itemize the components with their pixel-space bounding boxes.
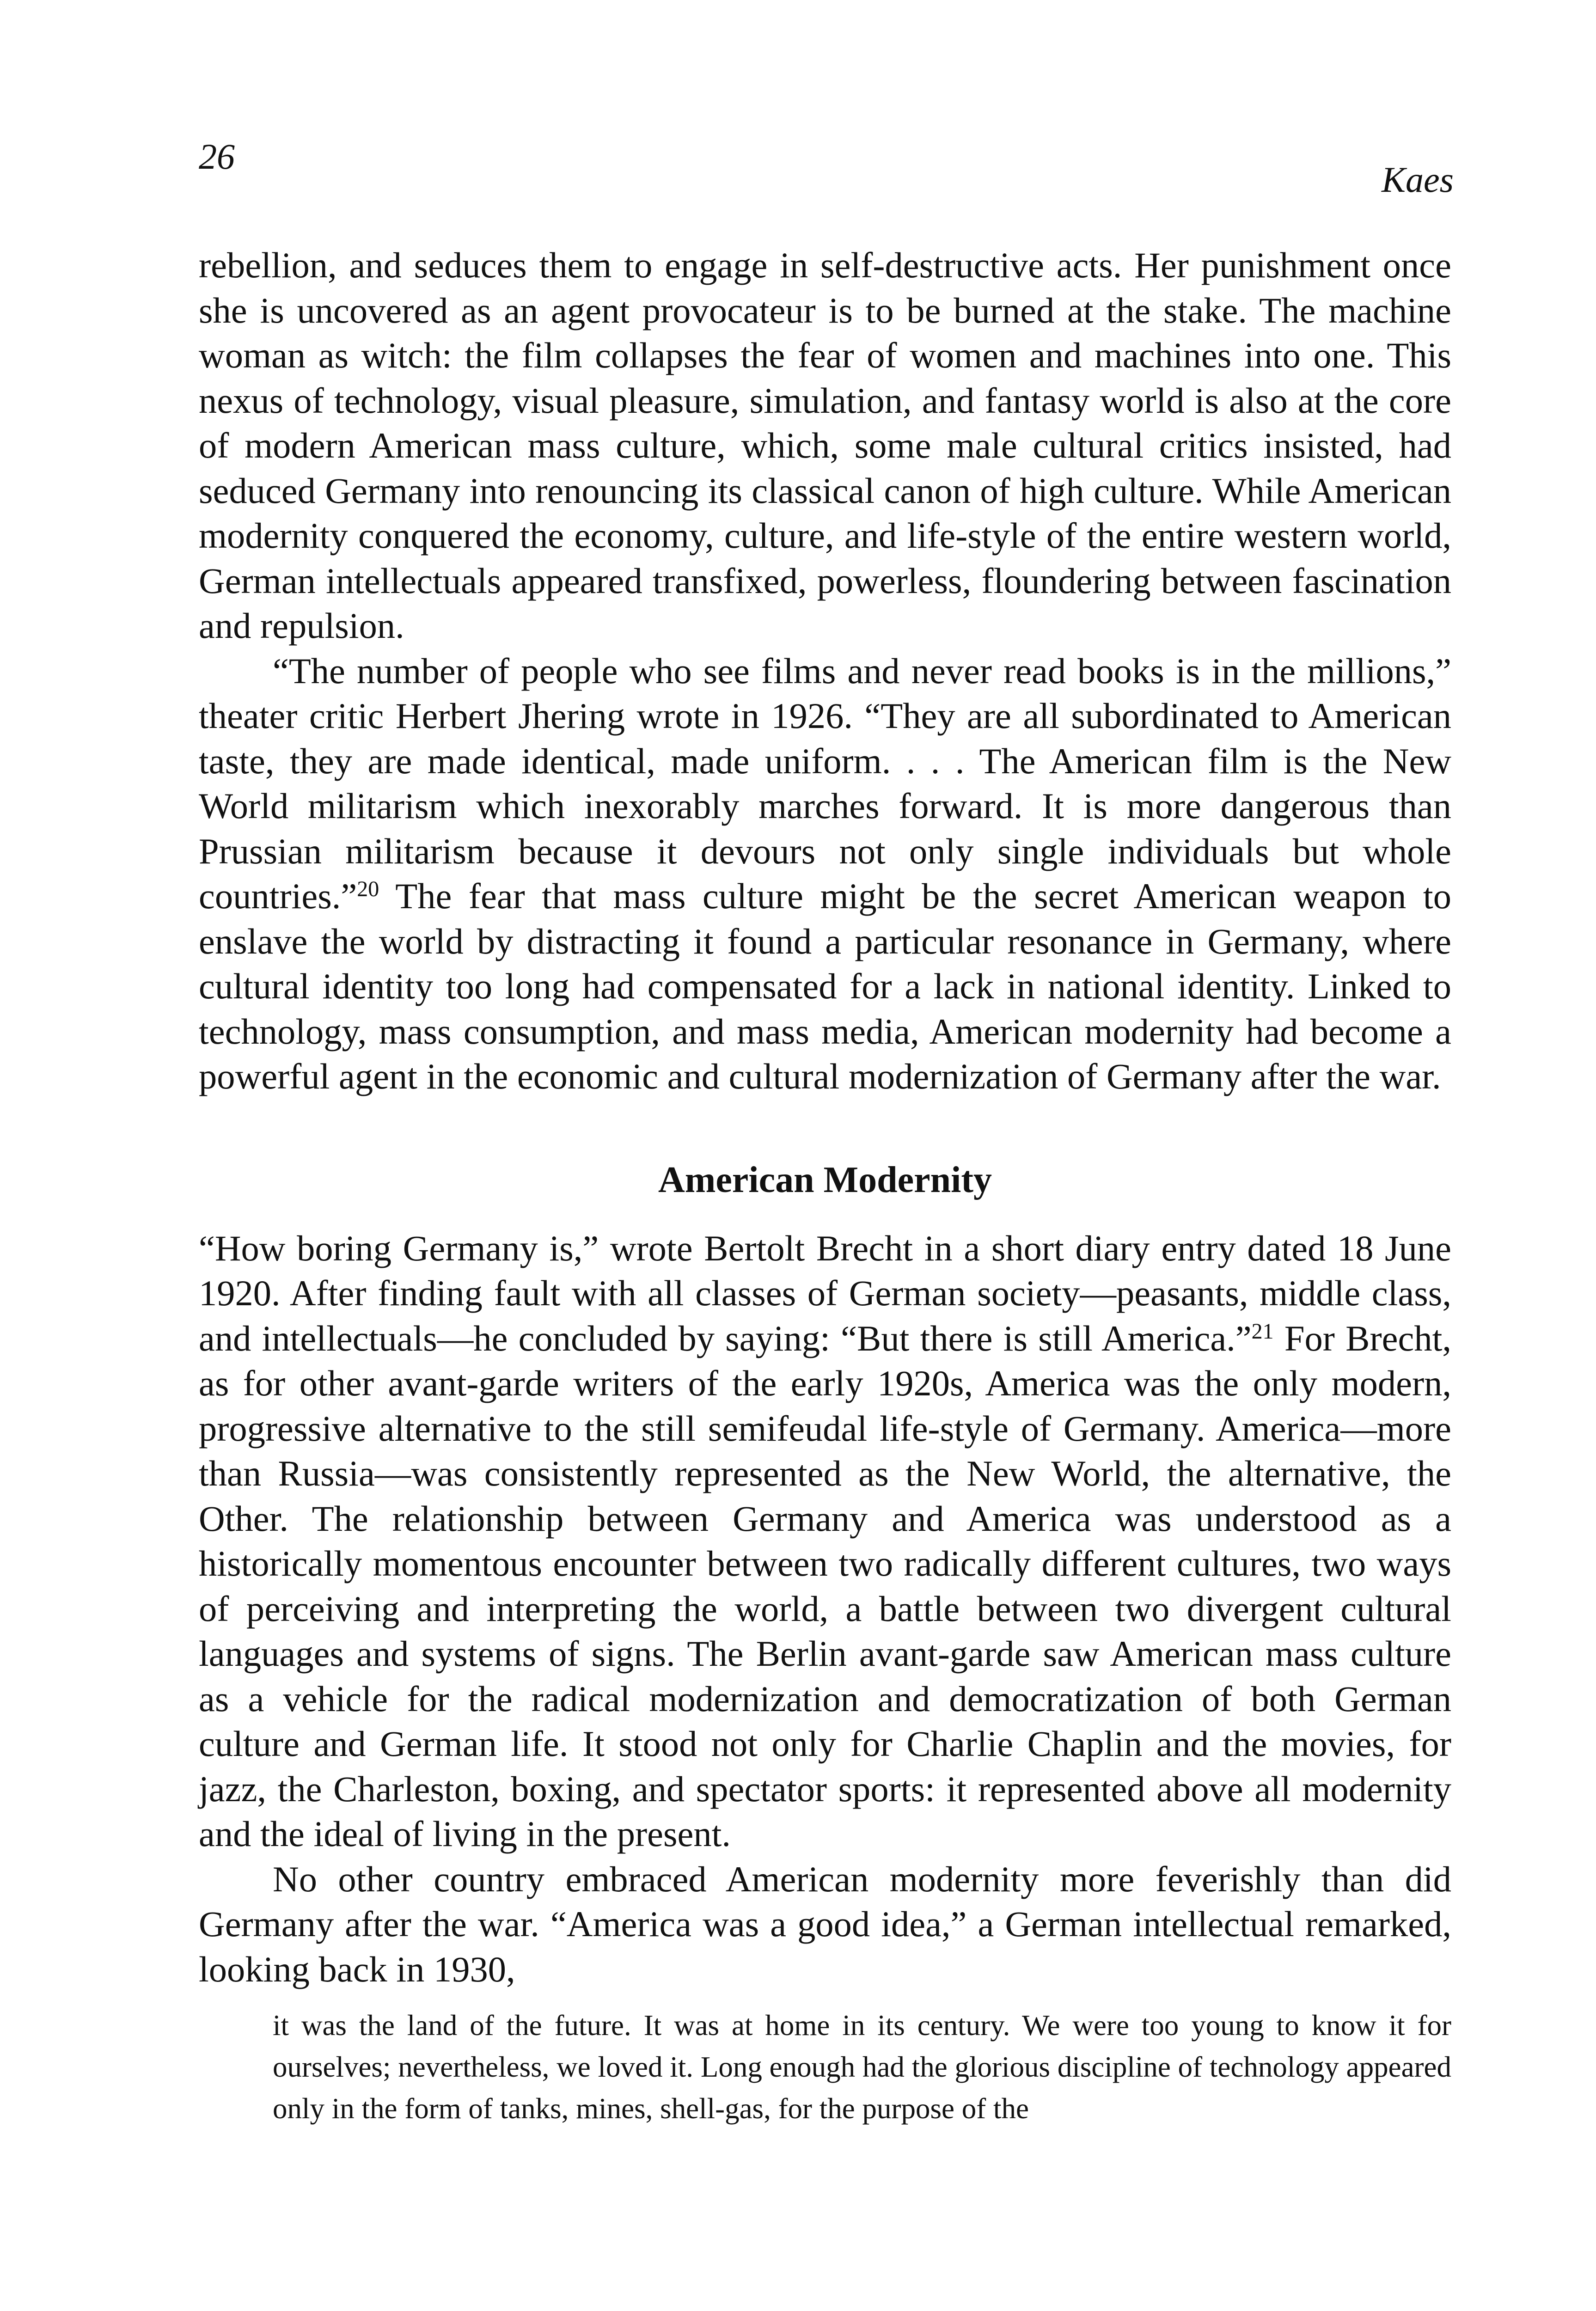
body-text (199, 243, 1451, 2129)
paragraph-text: For Brecht, as for other avant-garde writers of the early 1920s, America was the only modern, progressive alternative to the still semifeudal life-style of Germany. America—more than Russia—was consistently represented as the New World, the alternative, the Other. The relationship between Germany and America was understood as a historically momentous encounter between two radically different cultures, two ways of perceiving and interpreting the world, a battle between two divergent cultural languages and systems of signs. The Berlin avant-garde saw American mass culture as a vehicle for the radical modernization and democratization of both German culture and German life. It stood not only for Charlie Chaplin and the movies, for jazz, the Charleston, boxing, and spectator sports: it represented above all modernity and the ideal of living in the present. (199, 1318, 1452, 1854)
running-head-author: Kaes (1382, 159, 1454, 200)
footnote-marker: 20 (357, 877, 379, 901)
paragraph-text: “The number of people who see films and never read books is in the millions,” theater critic Herbert Jhering wrote in 1926. “They are all subordinated to American taste, they are made identical, made uniform. . . . The American film is the New World militarism which inexorably marches forward. It is more dangerous than Prussian militarism because it devours not only single individuals but whole countries.” (199, 650, 1451, 916)
paragraph-brecht (199, 1226, 1451, 1857)
section-heading: American Modernity (658, 1159, 992, 1200)
paragraph-germany-embraced: No other country embraced American modernity more feverishly than did Germany after the war. “America was a good idea,” a German intellectual remarked, looking back in 1930, (199, 1859, 1451, 1989)
paragraph-continued: rebellion, and seduces them to engage in self-destructive acts. Her punishment once she is uncovered as an agent provocateur is to be burned at the stake. The machine woman as witch: the film collapses the fear of women and machines into one. This nexus of technology, visual pleasure, simulation, and fantasy world is also at the core of modern American mass culture, which, some male cultural critics insisted, had seduced Germany into renouncing its classical canon of high culture. While American modernity conquered the economy, culture, and life-style of the entire western world, German intellectuals appeared transfixed, powerless, floundering between fascination and repulsion. (199, 245, 1451, 646)
running-head (0, 0, 1596, 200)
block-quote: it was the land of the future. It was at home in its century. We were too young to know it for ourselves; nevertheless, we loved it. Long enough had the glorious discipline of technology appeared only in the form of tanks, mines, shell-gas, for the purpose of the (273, 2009, 1451, 2125)
page-number: 26 (199, 136, 235, 177)
footnote-marker: 21 (1251, 1319, 1274, 1344)
paragraph-jhering-quote (199, 648, 1451, 1099)
paragraph-text: “How boring Germany is,” wrote Bertolt Brecht in a short diary entry dated 18 June 1920. After finding fault with all classes of German society—peasants, middle class, and intellectuals—he concluded by saying: “But there is still America.” (199, 1228, 1451, 1358)
paragraph-text: The fear that mass culture might be the secret American weapon to enslave the world by distracting it found a particular resonance in Germany, where cultural identity too long had compensated for a lack in national identity. Linked to technology, mass consumption, and mass media, American modernity had become a powerful agent in the economic and cultural modernization of Germany after the war. (199, 876, 1451, 1096)
